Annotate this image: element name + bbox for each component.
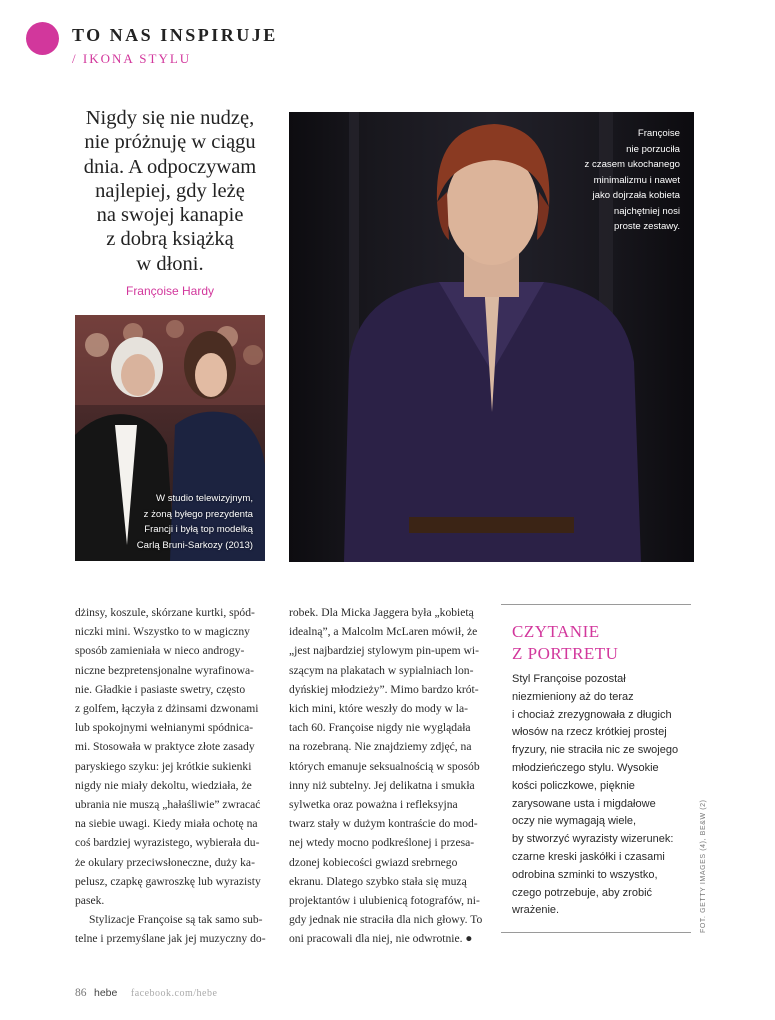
sidebar-line: kości policzkowe, pięknie xyxy=(512,779,635,792)
sidebar-line: fryzury, nie straciła nic ze swojego xyxy=(512,744,679,757)
article-line: pelusz, czapkę gawroszkę lub wyrazisty xyxy=(75,874,261,888)
article-line: paryskiego szyku: jej krótkie sukienki xyxy=(75,759,252,773)
article-line: projektantów i ulubienicą fotografów, ni- xyxy=(289,894,480,908)
quote-line: z dobrą książką xyxy=(106,228,234,251)
sidebar-title-line: CZYTANIE xyxy=(512,622,600,641)
caption-line: najchętniej nosi xyxy=(613,205,680,217)
article-line: telne i przemyślane jak jej muzyczny do- xyxy=(75,932,266,946)
sidebar-line: wrażenie. xyxy=(512,904,560,917)
caption-line: Francji i byłą top modelką xyxy=(144,524,253,535)
sidebar-line: i chociaż zrezygnowała z długich xyxy=(512,708,672,721)
studio-photo-caption xyxy=(83,491,253,553)
caption-line: minimalizmu i nawet xyxy=(593,174,680,186)
caption-line: nie porzuciła xyxy=(626,143,680,155)
article-line: twarz stały w dużym kontraście do mod- xyxy=(289,817,478,831)
article-line: z golfem, łączyła z dżinsami dzwonami xyxy=(75,702,259,716)
article-line: nigdy nie miały dekoltu, wiedziała, że xyxy=(75,778,252,792)
photo-credit: FOT. GETTY IMAGES (4), BE&W (2) xyxy=(700,799,707,933)
article-line: sposób zamieniała w nieco androgy- xyxy=(75,644,245,658)
quote-line: nie próżnuję w ciągu xyxy=(84,131,256,154)
sidebar-line: czarne kreski jaskółki i czasami xyxy=(512,850,665,863)
article-line: na rozebraną. Nie znajdziemy zdjęć, na xyxy=(289,740,472,754)
article-line: coś bardziej wyrazistego, wybierała du- xyxy=(75,836,260,850)
article-line: mi. Stosowała w praktyce złote zasady xyxy=(75,740,255,754)
sidebar-line: niezmieniony aż do teraz xyxy=(512,690,634,703)
article-line: na siebie uwagi. Kiedy miała ochotę na xyxy=(75,817,258,831)
sidebar-line: czego potrzebuje, aby zrobić xyxy=(512,886,653,899)
caption-line: W studio telewizyjnym, xyxy=(155,493,253,504)
article-line: kich mini, które weszły do mody w la- xyxy=(289,702,469,716)
page-footer xyxy=(75,986,217,999)
caption-line: Carlą Bruni-Sarkozy (2013) xyxy=(136,539,253,551)
sidebar-top-rule xyxy=(501,604,691,605)
caption-line: proste zestawy. xyxy=(614,221,680,232)
pull-quote xyxy=(72,106,268,276)
footer-url[interactable]: facebook.com/hebe xyxy=(130,988,218,999)
article-column-1 xyxy=(75,603,271,949)
article-line: Stylizacje Françoise są tak samo sub- xyxy=(89,913,263,927)
article-line: „jest najbardziej stylowym pin-upem wi- xyxy=(289,644,479,658)
article-line: dyńskiej młodzieży”. Mimo bardzo krót- xyxy=(289,682,479,696)
article-line: dżinsy, koszule, skórzane kurtki, spód- xyxy=(75,606,255,619)
article-line: nej wtedy mocno podkreślonej i przesa- xyxy=(289,836,475,850)
article-line: niczne bezpretensjonalne wyrafinowa- xyxy=(75,663,254,677)
article-line: nie. Gładkie i pasiaste swetry, często xyxy=(75,682,246,696)
sidebar-line: by stworzyć wyrazisty wizerunek: xyxy=(512,833,674,846)
article-line: których emanuje seksualnością w sposób xyxy=(289,759,480,773)
sidebar-title-line: Z PORTRETU xyxy=(512,644,619,663)
article-column-2 xyxy=(289,603,485,949)
caption-line: Françoise xyxy=(637,128,680,139)
quote-line: Nigdy się nie nudzę, xyxy=(85,107,255,129)
quote-line: na swojej kanapie xyxy=(96,204,244,227)
caption-line: z żoną byłego prezydenta xyxy=(143,508,253,520)
quote-author: Françoise Hardy xyxy=(125,284,215,298)
article-line: idealną”, a Malcolm McLaren mówił, że xyxy=(289,625,478,639)
article-line: ubrania nie muszą „hałaśliwie” zwracać xyxy=(75,798,261,812)
sidebar-title xyxy=(512,621,687,665)
caption-line: z czasem ukochanego xyxy=(584,159,680,170)
quote-line: najlepiej, gdy leżę xyxy=(95,179,245,202)
footer-brand: hebe xyxy=(94,987,118,999)
article-line: pasek. xyxy=(75,894,105,908)
portrait-caption xyxy=(520,126,680,235)
quote-line: dnia. A odpoczywam xyxy=(83,155,257,178)
article-line: że okulary przeciwsłoneczne, duży ka- xyxy=(75,855,255,869)
studio-photo xyxy=(75,315,265,561)
section-subtitle: / IKONA STYLU xyxy=(72,51,192,66)
article-line: robek. Dla Micka Jaggera była „kobietą xyxy=(289,606,474,619)
sidebar-line: odrobina szminki to wszystko, xyxy=(512,868,658,881)
article-line: szącym na plakatach w sypialniach lon- xyxy=(289,663,474,677)
article-line: dzonej kobiecości gwiazd srebrnego xyxy=(289,855,458,869)
article-line: sylwetka oraz poważna i refleksyjna xyxy=(289,798,458,812)
article-line: ekranu. Dlatego szybko stała się muzą xyxy=(289,874,467,888)
sidebar-line: oczy nie wymagają wiele, xyxy=(512,815,637,828)
sidebar-line: zarysowane usta i migdałowe xyxy=(512,797,656,810)
sidebar-line: młodzieńczego stylu. Wysokie xyxy=(512,761,659,774)
section-marker-dot xyxy=(26,22,59,55)
quote-line: w dłoni. xyxy=(136,252,204,275)
article-line: tach 60. Françoise nigdy nie wyglądała xyxy=(289,721,471,735)
article-line: oni pracowali dla niej, nie odwrotnie. ● xyxy=(289,932,473,946)
sidebar-text xyxy=(512,671,690,920)
caption-line: jako dojrzała kobieta xyxy=(592,190,680,201)
sidebar-bottom-rule xyxy=(501,932,691,933)
sidebar-line: włosów na rzecz krótkiej prostej xyxy=(512,726,667,739)
article-line: lub spokojnymi wełnianymi spódnica- xyxy=(75,721,254,735)
article-line: gdy jednak nie straciła dla nich głowy. To xyxy=(289,913,483,927)
article-line: inny niż subtelny. Jej delikatna i smukła xyxy=(289,778,475,792)
page-number: 86 xyxy=(75,987,87,999)
sidebar-line: Styl Françoise pozostał xyxy=(512,673,626,685)
section-title: TO NAS INSPIRUJE xyxy=(72,25,278,45)
article-line: niczki mini. Wszystko to w magiczny xyxy=(75,625,250,639)
portrait-photo xyxy=(289,112,694,562)
